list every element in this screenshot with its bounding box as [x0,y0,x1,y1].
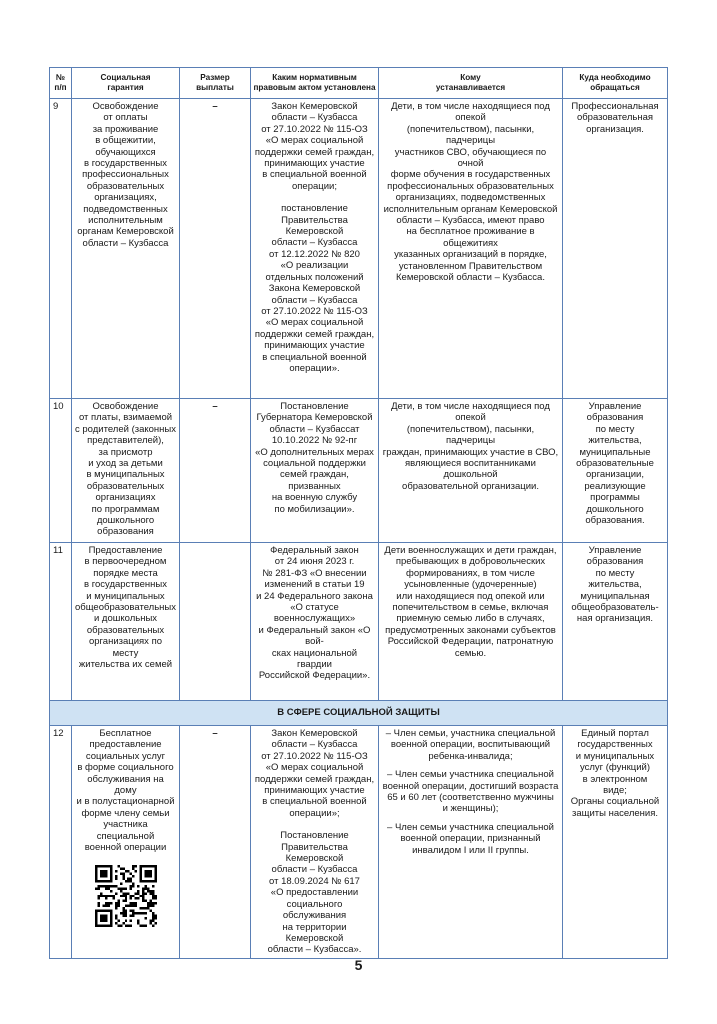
table-row [50,726,668,959]
where-cell: Единый портал государственных и муниципальных услуг (функций) в электронном виде; Органы социальной защиты населения. [563,726,668,959]
qr-code-icon[interactable] [95,865,157,927]
table-header-row [50,68,668,99]
act-cell: Закон Кемеровской области – Кузбасса от 27.10.2022 № 115-ОЗ «О мерах социальной поддержки семей граждан, принимающих участие в специальной военной операции»; Постановление Правительства Кемеровской области – Кузбасса от 18.09.2024 № 617 «О предоставлении социального обслуживания на территории Кемеровской области – Кузбасса». [251,726,379,959]
header-where: Куда необходимо обращаться [563,68,668,99]
social-guarantees-table [49,67,668,959]
header-whom: Кому устанавливается [379,68,563,99]
row-number: 10 [50,399,72,543]
header-guarantee: Социальная гарантия [72,68,180,99]
row-number: 11 [50,543,72,701]
amount-cell: – [180,726,251,959]
act-cell: Постановление Губернатора Кемеровской области – Кузбассат 10.10.2022 № 92-пг «О дополнительных мерах социальной поддержки семей граждан, призванных на военную службу по мобилизации». [251,399,379,543]
whom-cell: Дети военнослужащих и дети граждан, пребывающих в добровольческих формированиях, в том числе усыновленные (удочеренные) или находящиеся под опекой или попечительством в семье, включая приемную семью либо в случаях, предусмотренных законами субъектов Российской Федерации, патронатную семью. [379,543,563,701]
header-amount: Размер выплаты [180,68,251,99]
whom-cell: Дети, в том числе находящиеся под опекой (попечительством), пасынки, падчерицы участников СВО, обучающиеся по очной форме обучения в государственных профессиональных образовательных организациях, подведомственных исполнительным органам Кемеровской области – Кузбасса, имеют право на бесплатное проживание в общежитиях указанных организаций в порядке, установленном Правительством Кемеровской области – Кузбасса. [379,99,563,399]
amount-cell: – [180,99,251,399]
amount-cell: – [180,399,251,543]
table-row [50,99,668,399]
guarantee-cell: Бесплатное предоставление социальных услуг в форме социального обслуживания на дому и в полустационарной форме члену семьи участника специальной военной операции [72,726,180,959]
whom-item: – Член семьи участника специальной военной операции, достигший возраста 65 и 60 лет (соответственно мужчины и женщины); [382,769,559,815]
act-cell: Закон Кемеровской области – Кузбасса от 27.10.2022 № 115-ОЗ «О мерах социальной поддержки семей граждан, принимающих участие в специальной военной операции; постановление Правительства Кемеровской области – Кузбасса от 12.12.2022 № 820 «О реализации отдельных положений Закона Кемеровской области – Кузбасса от 27.10.2022 № 115-ОЗ «О мерах социальной поддержки семей граждан, принимающих участие в специальной военной операции». [251,99,379,399]
header-act: Каким нормативным правовым актом установлена [251,68,379,99]
table-row [50,399,668,543]
act-cell: Федеральный закон от 24 июня 2023 г. № 281-ФЗ «О внесении изменений в статьи 19 и 24 Федерального закона «О статусе военнослужащих» и Федеральный закон «О вой- сках национальной гвардии Российской Федерации». [251,543,379,701]
guarantee-cell: Предоставление в первоочередном порядке места в государственных и муниципальных общеобразовательных и дошкольных образовательных организациях по месту жительства их семей [72,543,180,701]
where-cell: Управление образования по месту жительства, муниципальная общеобразователь- ная организация. [563,543,668,701]
page-number: 5 [354,957,363,973]
row-number: 9 [50,99,72,399]
section-header-row [50,701,668,726]
where-cell: Профессиональная образовательная организация. [563,99,668,399]
guarantee-cell: Освобождение от оплаты за проживание в общежитии, обучающихся в государственных профессиональных образовательных организациях, подведомственных исполнительным органам Кемеровской области – Кузбасса [72,99,180,399]
header-num: № п/п [50,68,72,99]
whom-item: – Член семьи участника специальной военной операции, признанный инвалидом I или II группы. [387,821,554,856]
guarantee-cell: Освобождение от платы, взимаемой с родителей (законных представителей), за присмотр и уход за детьми в муниципальных образовательных организациях по программам дошкольного образования [72,399,180,543]
amount-cell [180,543,251,701]
row-number: 12 [50,726,72,959]
whom-item: – Член семьи, участника специальной военной операции, воспитывающий ребенка-инвалида; [385,728,556,762]
whom-cell [379,726,563,959]
section-title: В СФЕРЕ СОЦИАЛЬНОЙ ЗАЩИТЫ [50,701,668,726]
where-cell: Управление образования по месту жительства, муниципальные образовательные организации, реализующие программы дошкольного образования. [563,399,668,543]
whom-cell: Дети, в том числе находящиеся под опекой (попечительством), пасынки, падчерицы граждан, принимающих участие в СВО, являющиеся воспитанниками дошкольной образовательной организации. [379,399,563,543]
table-row [50,543,668,701]
